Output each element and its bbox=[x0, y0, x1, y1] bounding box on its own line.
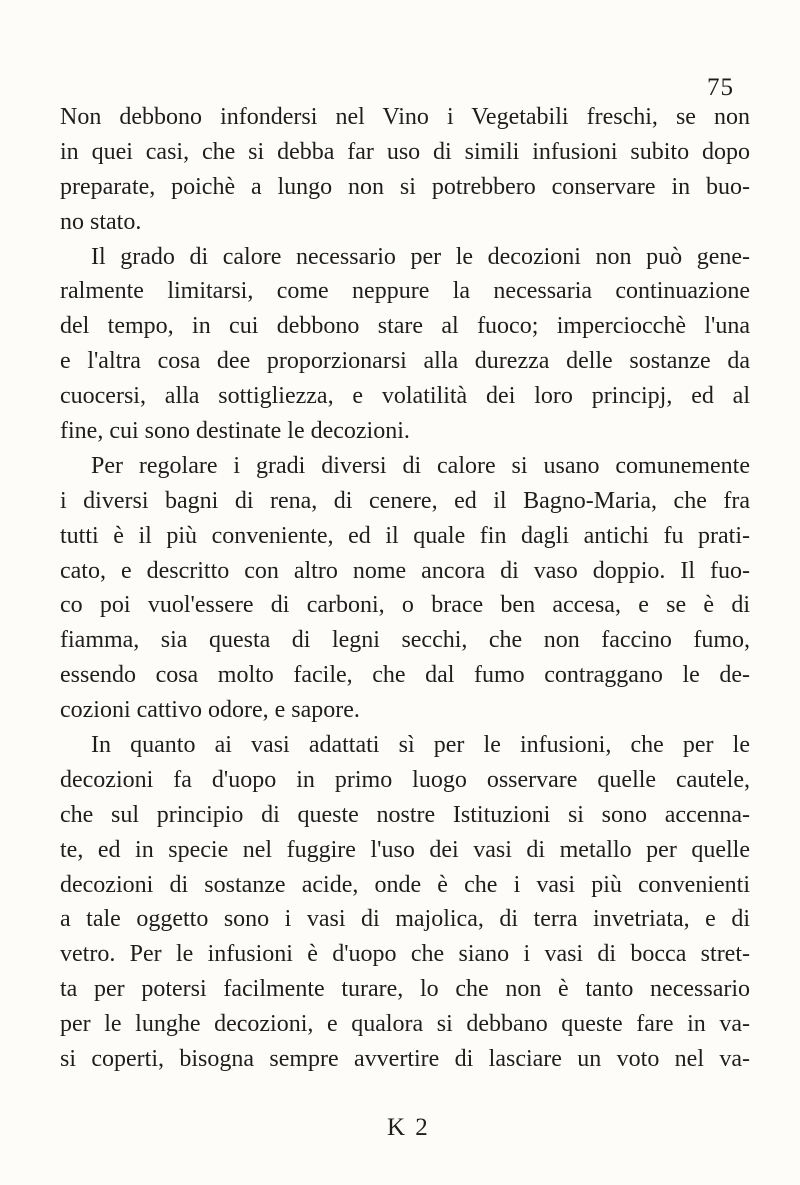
text-line: cozioni cattivo odore, e sapore. bbox=[60, 697, 360, 724]
text-line: vetro. Per le infusioni è d'uopo che siano i vasi di bocca stret- bbox=[60, 941, 750, 968]
body-text bbox=[60, 100, 750, 1077]
text-line: Per regolare i gradi diversi di calore si usano comunemente bbox=[91, 452, 750, 479]
text-line: decozioni fa d'uopo in primo luogo osservare quelle cautele, bbox=[60, 766, 750, 793]
page-number: 75 bbox=[707, 74, 734, 101]
text-line: essendo cosa molto facile, che dal fumo contraggano le de- bbox=[60, 662, 750, 689]
text-line: cato, e descritto con altro nome ancora di vaso doppio. Il fuo- bbox=[60, 557, 750, 584]
text-line: Il grado di calore necessario per le decozioni non può gene- bbox=[91, 243, 750, 270]
text-line: e l'altra cosa dee proporzionarsi alla durezza delle sostanze da bbox=[60, 348, 750, 375]
text-line: no stato. bbox=[60, 208, 142, 235]
text-line: i diversi bagni di rena, di cenere, ed il Bagno-Maria, che fra bbox=[60, 487, 750, 514]
text-line: Non debbono infondersi nel Vino i Vegetabili freschi, se non bbox=[60, 104, 750, 130]
text-line: ralmente limitarsi, come neppure la necessaria continuazione bbox=[60, 278, 750, 305]
text-line: fiamma, sia questa di legni secchi, che non faccino fumo, bbox=[60, 627, 750, 654]
text-line: fine, cui sono destinate le decozioni. bbox=[60, 418, 410, 445]
text-line: preparate, poichè a lungo non si potrebbero conservare in buo- bbox=[60, 173, 750, 200]
text-line: decozioni di sostanze acide, onde è che i vasi più convenienti bbox=[60, 871, 750, 898]
text-line: a tale oggetto sono i vasi di majolica, di terra invetriata, e di bbox=[60, 906, 750, 933]
text-line: cuocersi, alla sottigliezza, e volatilità dei loro principj, ed al bbox=[60, 383, 750, 410]
text-line: ta per potersi facilmente turare, lo che non è tanto necessario bbox=[60, 976, 750, 1003]
text-line: te, ed in specie nel fuggire l'uso dei vasi di metallo per quelle bbox=[60, 836, 750, 863]
text-line: che sul principio di queste nostre Istituzioni si sono accenna- bbox=[60, 801, 750, 828]
text-line: si coperti, bisogna sempre avvertire di lasciare un voto nel va- bbox=[60, 1046, 750, 1073]
signature-mark: K 2 bbox=[387, 1114, 430, 1141]
text-line: per le lunghe decozioni, e qualora si debbano queste fare in va- bbox=[60, 1011, 750, 1038]
text-line: in quei casi, che si debba far uso di simili infusioni subito dopo bbox=[60, 138, 750, 165]
text-line: co poi vuol'essere di carboni, o brace ben accesa, e se è di bbox=[60, 592, 750, 619]
text-line: tutti è il più conveniente, ed il quale fin dagli antichi fu prati- bbox=[60, 522, 750, 549]
text-line: del tempo, in cui debbono stare al fuoco; imperciocchè l'una bbox=[60, 313, 750, 340]
text-line: In quanto ai vasi adattati sì per le infusioni, che per le bbox=[91, 732, 750, 759]
